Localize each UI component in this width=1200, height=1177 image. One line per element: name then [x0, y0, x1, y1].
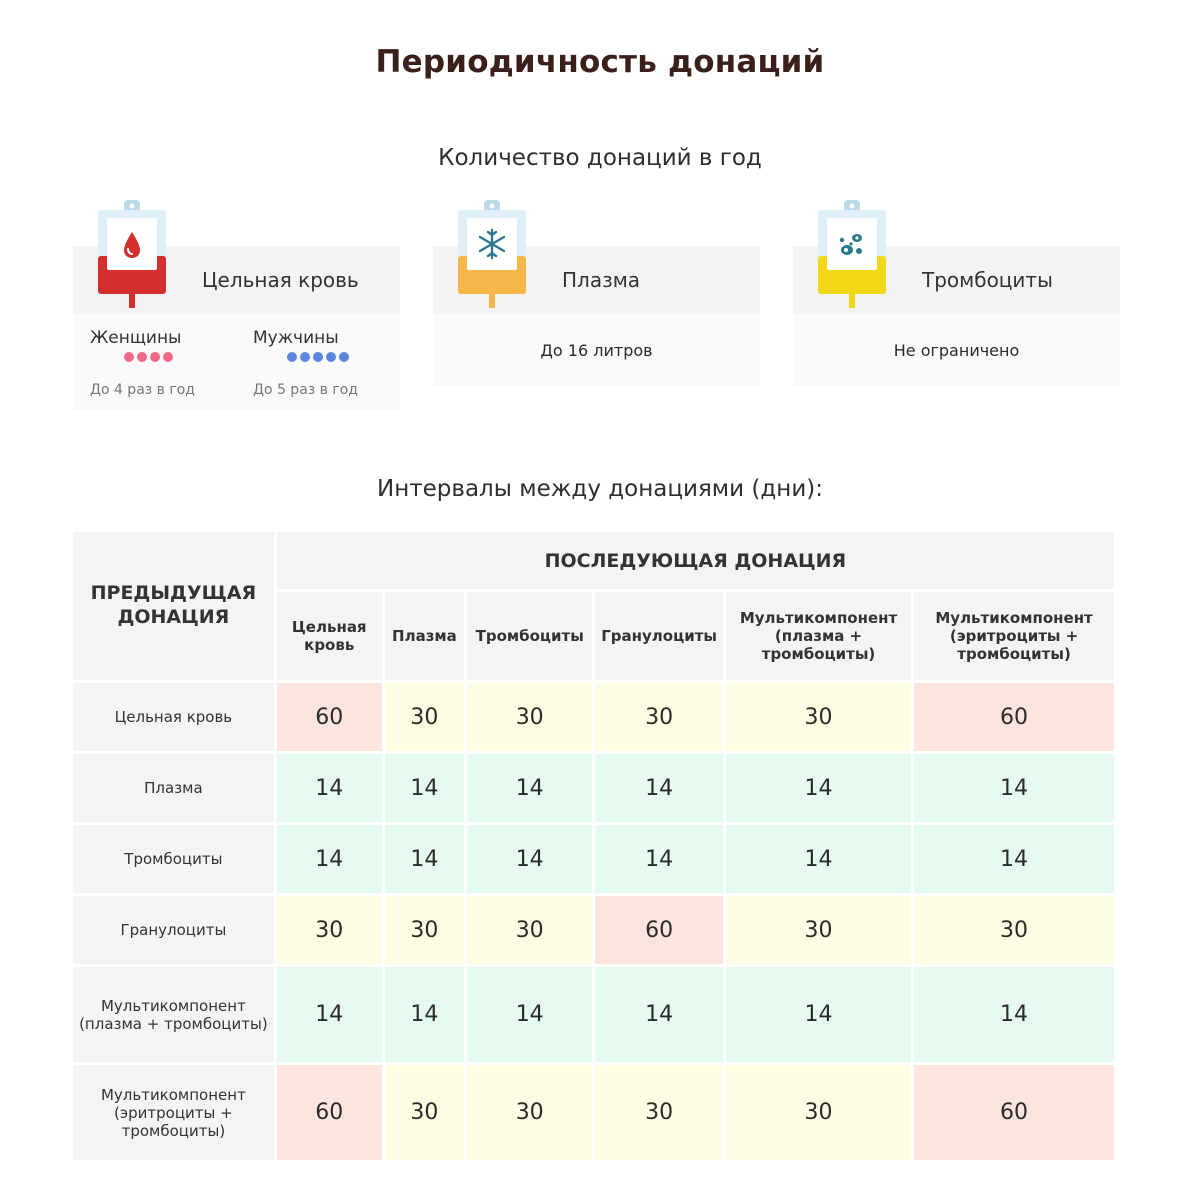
- interval-cell: 14: [726, 967, 911, 1062]
- interval-cell: 30: [467, 1065, 592, 1160]
- interval-cell: 14: [726, 825, 911, 893]
- plasma-bag-icon: [457, 200, 527, 308]
- interval-cell: 60: [914, 1065, 1114, 1160]
- men-dot: [313, 352, 323, 362]
- row-label: Мультикомпонент (эритроциты + тромбоциты): [73, 1065, 274, 1160]
- table-row: [73, 754, 1114, 822]
- interval-cell: 14: [385, 825, 464, 893]
- women-dots: [90, 352, 195, 362]
- row-group-header: ПРЕДЫДУЩАЯ ДОНАЦИЯ: [73, 532, 274, 680]
- interval-cell: 14: [595, 825, 723, 893]
- row-label: Плазма: [73, 754, 274, 822]
- interval-cell: 30: [726, 896, 911, 964]
- table-row: [73, 967, 1114, 1062]
- column-header: Тромбоциты: [467, 592, 592, 680]
- row-label: Мультикомпонент (плазма + тромбоциты): [73, 967, 274, 1062]
- men-dot: [287, 352, 297, 362]
- card-header: [433, 246, 760, 314]
- column-header: Плазма: [385, 592, 464, 680]
- interval-cell: 30: [385, 683, 464, 751]
- interval-cell: 60: [595, 896, 723, 964]
- men-note: До 5 раз в год: [253, 382, 358, 398]
- interval-cell: 60: [914, 683, 1114, 751]
- interval-cell: 30: [726, 1065, 911, 1160]
- interval-cell: 14: [595, 967, 723, 1062]
- interval-cell: 30: [595, 683, 723, 751]
- column-header: Цельная кровь: [277, 592, 382, 680]
- row-label: Тромбоциты: [73, 825, 274, 893]
- card-body: Не ограничено: [793, 314, 1120, 386]
- interval-cell: 14: [914, 825, 1114, 893]
- card-title: Цельная кровь: [202, 268, 359, 292]
- interval-cell: 14: [385, 754, 464, 822]
- table-row: [73, 825, 1114, 893]
- blood-bag-icon: [97, 200, 167, 308]
- men-dot: [326, 352, 336, 362]
- yearly-heading: Количество донаций в год: [438, 145, 762, 171]
- men-dot: [339, 352, 349, 362]
- table-row: [73, 896, 1114, 964]
- interval-cell: 14: [467, 754, 592, 822]
- interval-cell: 30: [467, 683, 592, 751]
- women-info: [90, 328, 195, 398]
- women-dot: [124, 352, 134, 362]
- table-row: [73, 683, 1114, 751]
- interval-cell: 14: [914, 967, 1114, 1062]
- men-dots: [253, 352, 358, 362]
- men-info: [253, 328, 358, 398]
- men-dot: [300, 352, 310, 362]
- interval-cell: 60: [277, 683, 382, 751]
- interval-cell: 14: [277, 825, 382, 893]
- interval-cell: 14: [385, 967, 464, 1062]
- interval-cell: 30: [277, 896, 382, 964]
- card-title: Плазма: [562, 268, 641, 292]
- row-label: Гранулоциты: [73, 896, 274, 964]
- women-label: Женщины: [90, 328, 182, 348]
- interval-cell: 30: [726, 683, 911, 751]
- intervals-heading: Интервалы между донациями (дни):: [377, 476, 823, 502]
- interval-cell: 30: [914, 896, 1114, 964]
- interval-cell: 14: [277, 967, 382, 1062]
- women-dot: [163, 352, 173, 362]
- interval-cell: 30: [467, 896, 592, 964]
- row-label: Цельная кровь: [73, 683, 274, 751]
- column-header: Гранулоциты: [595, 592, 723, 680]
- card-whole-blood: [73, 246, 400, 410]
- interval-cell: 14: [467, 967, 592, 1062]
- men-label: Мужчины: [253, 328, 339, 348]
- interval-cell: 30: [595, 1065, 723, 1160]
- card-body: До 16 литров: [433, 314, 760, 386]
- women-dot: [150, 352, 160, 362]
- interval-cell: 14: [726, 754, 911, 822]
- interval-cell: 30: [385, 1065, 464, 1160]
- interval-cell: 60: [277, 1065, 382, 1160]
- column-header: Мультикомпонент (эритроциты + тромбоциты): [914, 592, 1114, 680]
- intervals-table: [70, 529, 1117, 1163]
- column-header: Мультикомпонент (плазма + тромбоциты): [726, 592, 911, 680]
- women-dot: [137, 352, 147, 362]
- page-title: Периодичность донаций: [375, 44, 825, 80]
- card-plasma: [433, 246, 760, 386]
- interval-cell: 14: [914, 754, 1114, 822]
- interval-cell: 14: [595, 754, 723, 822]
- table-row: [73, 1065, 1114, 1160]
- card-header: [73, 246, 400, 314]
- col-group-header: ПОСЛЕДУЮЩАЯ ДОНАЦИЯ: [277, 532, 1114, 589]
- women-note: До 4 раз в год: [90, 382, 195, 398]
- card-body: [73, 314, 400, 410]
- interval-cell: 14: [277, 754, 382, 822]
- card-header: [793, 246, 1120, 314]
- card-title: Тромбоциты: [922, 268, 1053, 292]
- platelets-bag-icon: [817, 200, 887, 308]
- card-platelets: [793, 246, 1120, 386]
- interval-cell: 30: [385, 896, 464, 964]
- interval-cell: 14: [467, 825, 592, 893]
